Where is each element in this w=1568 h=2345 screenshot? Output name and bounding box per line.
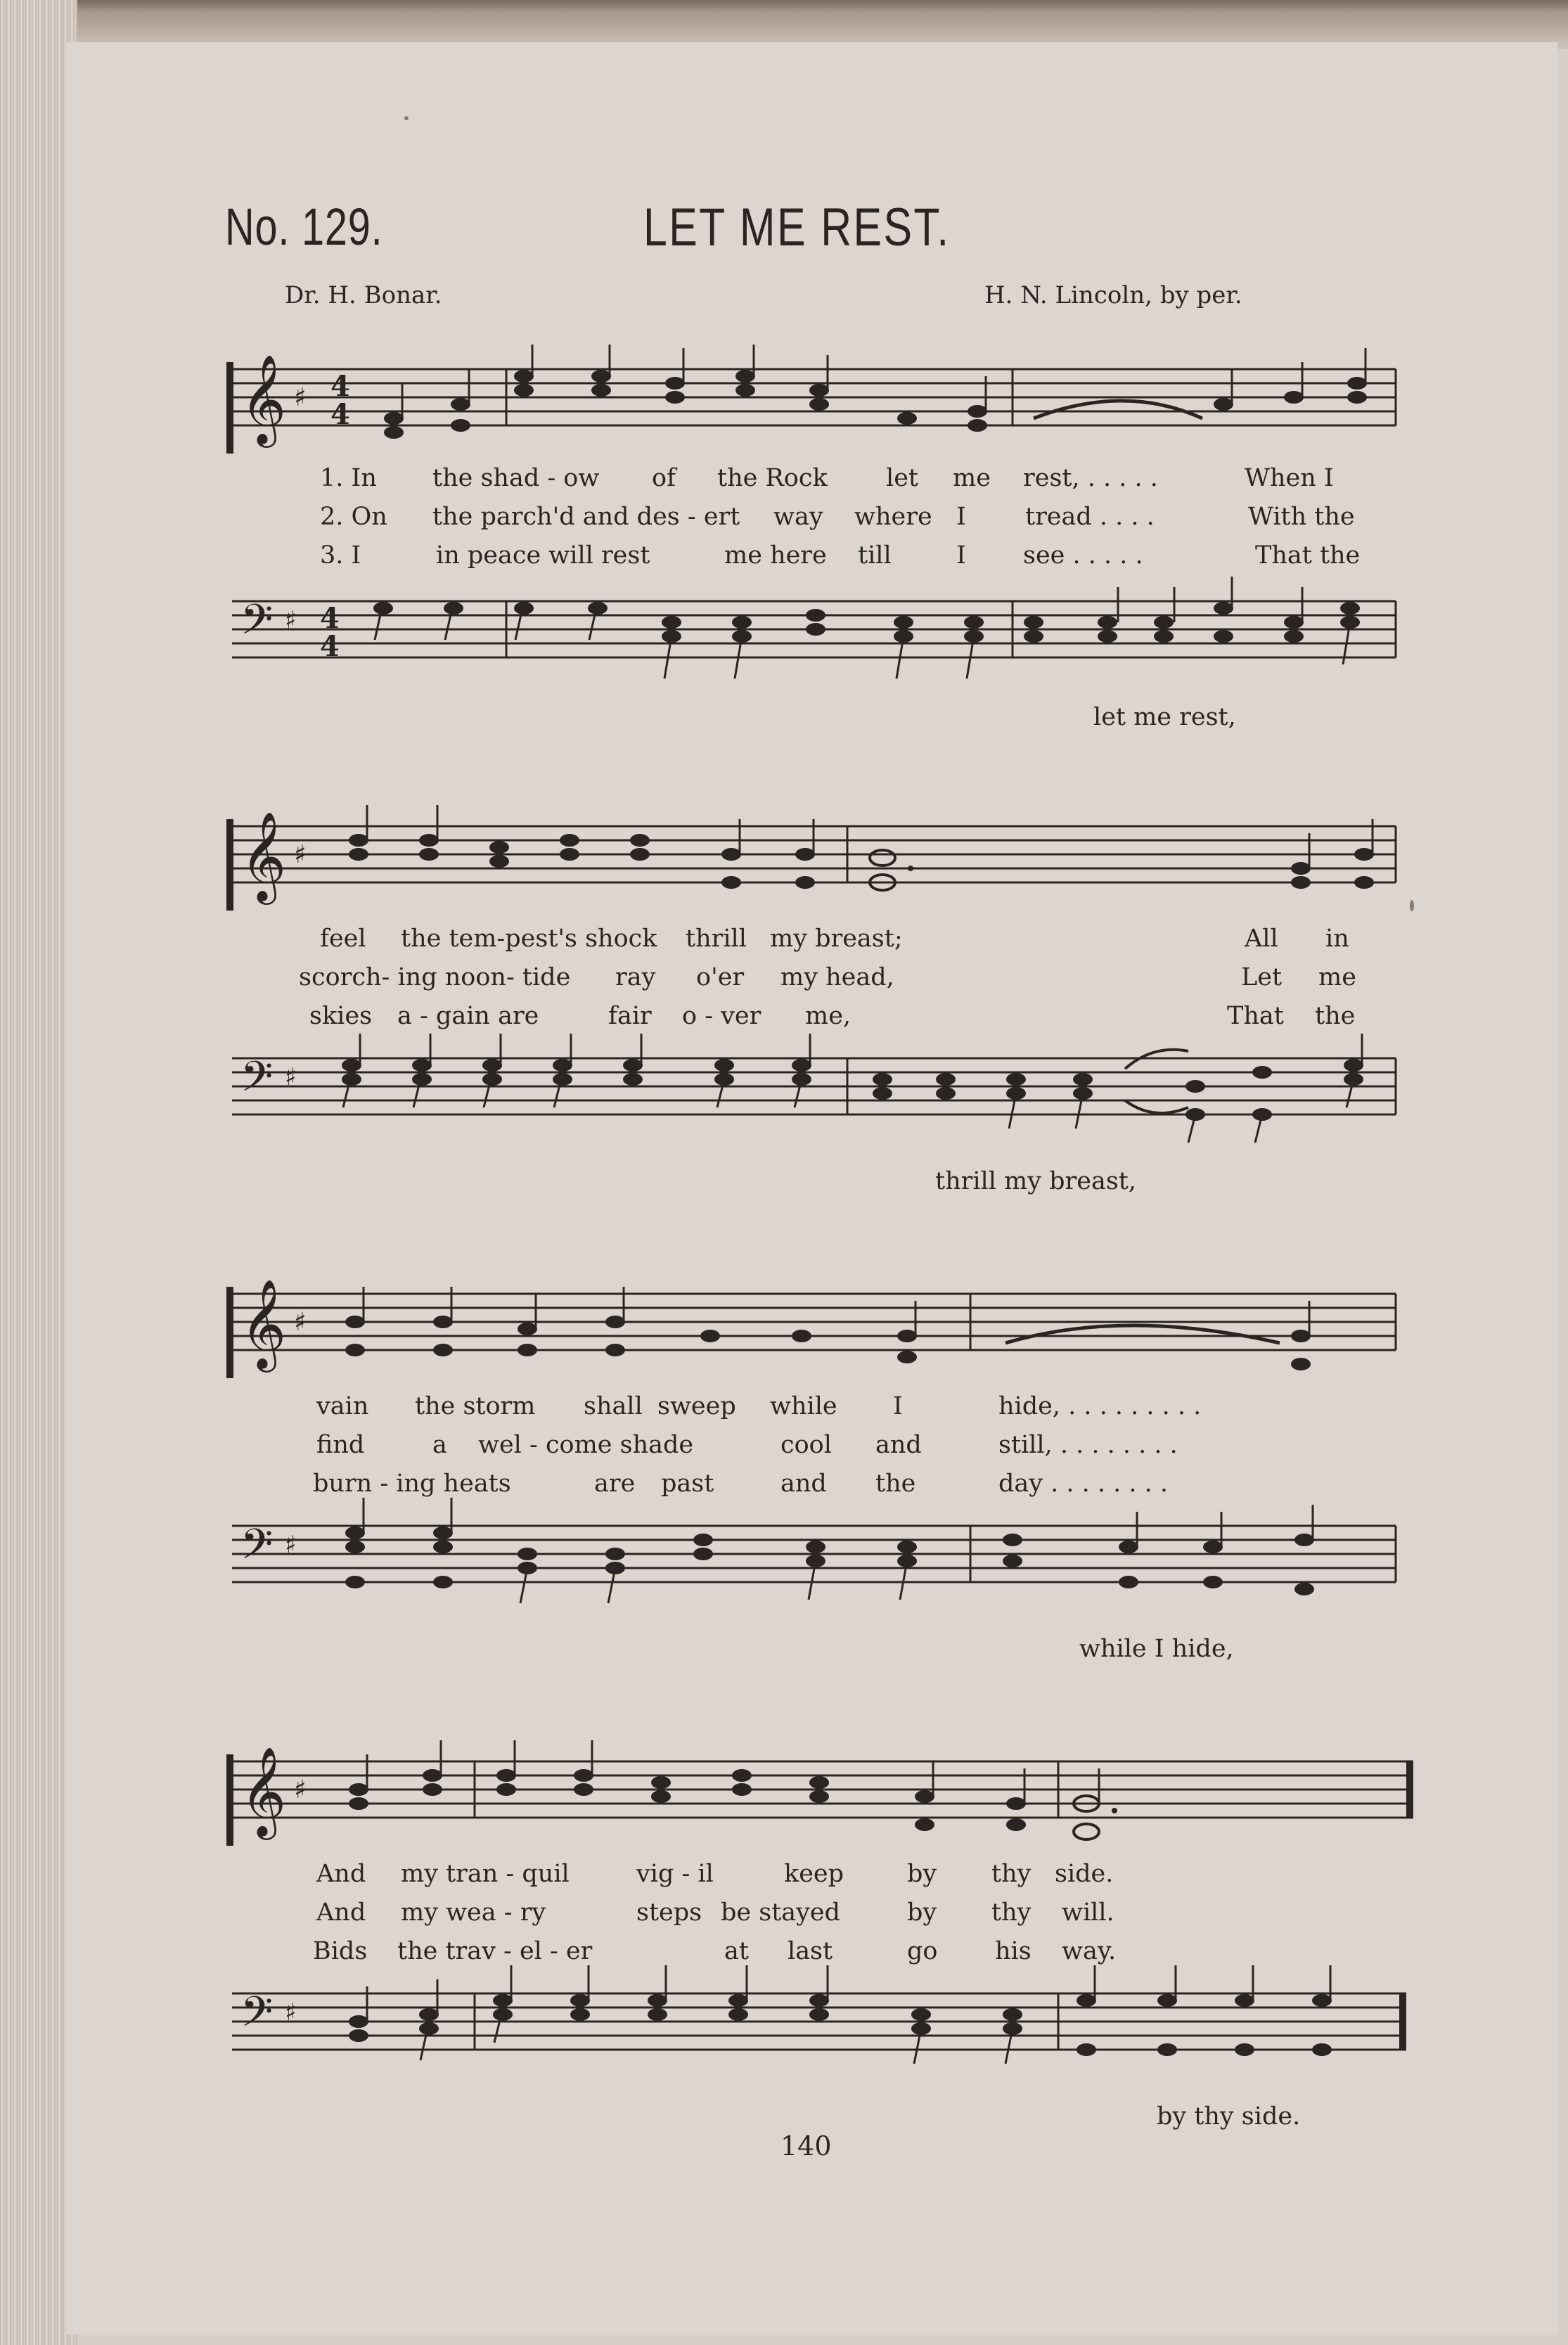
lyric-syllable: keep	[784, 1860, 844, 1888]
lyric-syllable: at	[724, 1937, 749, 1965]
lyric-syllable: 2. On	[320, 503, 387, 531]
lyric-syllable: my wea - ry	[401, 1899, 546, 1927]
bass-echo-text: thrill my breast,	[935, 1167, 1136, 1195]
lyric-syllable: in	[1325, 925, 1349, 953]
lyric-syllable: thrill	[686, 925, 747, 953]
lyric-syllable: cool	[780, 1431, 832, 1459]
lyric-syllable: be stayed	[721, 1899, 841, 1927]
bass-staff-4	[0, 1965, 1568, 2106]
lyric-syllable: while	[770, 1392, 837, 1420]
lyric-syllable: ray	[615, 963, 656, 991]
svg-text:♯: ♯	[294, 383, 307, 412]
bass-echo-text: by thy side.	[1157, 2102, 1301, 2131]
svg-text:𝄢: 𝄢	[240, 1520, 274, 1579]
lyric-syllable: the	[875, 1470, 916, 1498]
hymn-number: No. 129.	[225, 198, 383, 256]
lyric-verse-1	[0, 1860, 1568, 1895]
lyric-syllable: All	[1245, 925, 1278, 953]
lyric-syllable: are	[594, 1470, 636, 1498]
svg-text:𝄞: 𝄞	[240, 1278, 287, 1368]
svg-text:𝄞: 𝄞	[240, 811, 287, 901]
lyric-syllable: I	[956, 503, 966, 531]
lyric-syllable: me here	[724, 541, 827, 570]
lyric-verse-2	[0, 1431, 1568, 1466]
lyric-syllable: fair	[608, 1002, 652, 1030]
lyric-syllable: the tem-pest's shock	[401, 925, 657, 953]
hymn-header	[0, 155, 1568, 260]
lyric-syllable: let	[886, 464, 918, 492]
lyric-syllable: find	[316, 1431, 365, 1459]
lyric-syllable: hide, . . . . . . . . .	[998, 1392, 1202, 1420]
svg-text:4: 4	[330, 370, 350, 403]
ink-mark	[1410, 900, 1414, 911]
hymn-title: LET ME REST.	[643, 198, 951, 257]
svg-text:4: 4	[320, 630, 340, 663]
lyric-verse-2	[0, 1899, 1568, 1934]
lyric-syllable: me	[1318, 963, 1356, 991]
svg-text:𝄢: 𝄢	[240, 1052, 274, 1111]
lyric-syllable: a	[432, 1431, 447, 1459]
bass-staff-2	[0, 1030, 1568, 1171]
svg-text:♯: ♯	[285, 606, 297, 634]
lyric-syllable: me,	[805, 1002, 852, 1030]
lyric-syllable: vig - il	[636, 1860, 714, 1888]
lyric-syllable: o - ver	[682, 1002, 761, 1030]
lyric-syllable: the trav - el - er	[397, 1937, 593, 1965]
lyric-syllable: 3. I	[320, 541, 361, 570]
svg-text:♯: ♯	[285, 1531, 297, 1559]
lyric-syllable: side.	[1055, 1860, 1114, 1888]
lyric-verse-2	[0, 503, 1568, 538]
bass-echo-text: let me rest,	[1093, 703, 1236, 731]
lyric-verse-3	[0, 541, 1568, 577]
lyric-syllable: When I	[1245, 464, 1334, 492]
lyric-syllable: where	[854, 503, 932, 531]
treble-staff-1	[0, 341, 1568, 454]
lyric-syllable: the shad - ow	[432, 464, 600, 492]
lyric-syllable: rest, . . . . .	[1023, 464, 1158, 492]
treble-staff-2	[0, 798, 1568, 911]
lyric-syllable: my tran - quil	[401, 1860, 570, 1888]
lyric-syllable: go	[907, 1937, 938, 1965]
lyric-syllable: With the	[1248, 503, 1355, 531]
lyric-verse-1	[0, 464, 1568, 499]
lyric-syllable: And	[316, 1860, 366, 1888]
lyric-syllable: my head,	[780, 963, 894, 991]
lyric-syllable: wel - come shade	[478, 1431, 694, 1459]
lyric-syllable: of	[652, 464, 676, 492]
lyric-syllable: by	[907, 1860, 937, 1888]
lyric-syllable: skies	[309, 1002, 373, 1030]
lyric-verse-2	[0, 963, 1568, 998]
bass-staff-3	[0, 1498, 1568, 1638]
lyric-verse-1	[0, 1392, 1568, 1427]
svg-text:𝄞: 𝄞	[240, 1746, 287, 1836]
lyric-syllable: And	[316, 1899, 366, 1927]
lyric-syllable: the parch'd and des - ert	[432, 503, 740, 531]
lyric-syllable: thy	[991, 1860, 1032, 1888]
ink-mark	[404, 116, 409, 120]
bass-echo-text: while I hide,	[1079, 1635, 1234, 1663]
lyric-syllable: way.	[1062, 1937, 1117, 1965]
lyric-syllable: by	[907, 1899, 937, 1927]
lyric-syllable: and	[780, 1470, 827, 1498]
treble-staff-3	[0, 1266, 1568, 1378]
lyric-syllable: see . . . . .	[1023, 541, 1143, 570]
svg-text:♯: ♯	[294, 1775, 307, 1804]
lyric-syllable: day . . . . . . . .	[998, 1470, 1169, 1498]
page-number: 140	[780, 2131, 832, 2161]
lyric-syllable: That	[1227, 1002, 1284, 1030]
lyric-syllable: and	[875, 1431, 922, 1459]
lyric-syllable: a - gain are	[397, 1002, 539, 1030]
lyric-syllable: still, . . . . . . . .	[998, 1431, 1178, 1459]
lyric-syllable: Let	[1241, 963, 1283, 991]
lyric-syllable: the	[1315, 1002, 1356, 1030]
lyric-syllable: scorch- ing noon- tide	[299, 963, 571, 991]
lyric-syllable: I	[956, 541, 966, 570]
treble-staff-4	[0, 1733, 1568, 1846]
svg-text:♯: ♯	[285, 1998, 297, 2026]
lyric-syllable: last	[788, 1937, 833, 1965]
lyric-verse-1	[0, 925, 1568, 960]
lyric-syllable: Bids	[313, 1937, 368, 1965]
lyric-syllable: tread . . . .	[1025, 503, 1155, 531]
svg-text:♯: ♯	[285, 1063, 297, 1091]
lyric-syllable: me	[953, 464, 991, 492]
bass-staff-1	[0, 573, 1568, 714]
lyric-syllable: the storm	[415, 1392, 536, 1420]
lyric-syllable: steps	[636, 1899, 702, 1927]
lyric-syllable: o'er	[696, 963, 745, 991]
lyric-syllable: his	[995, 1937, 1032, 1965]
lyric-syllable: way	[773, 503, 823, 531]
svg-text:♯: ♯	[294, 840, 307, 869]
svg-text:♯: ♯	[294, 1307, 307, 1337]
lyric-syllable: feel	[320, 925, 366, 953]
lyric-syllable: my breast;	[770, 925, 903, 953]
lyricist-credit: Dr. H. Bonar.	[285, 281, 442, 309]
lyric-syllable: vain	[316, 1392, 369, 1420]
lyric-syllable: the Rock	[717, 464, 828, 492]
lyric-syllable: That the	[1255, 541, 1361, 570]
composer-credit: H. N. Lincoln, by per.	[984, 281, 1242, 309]
lyric-syllable: sweep	[657, 1392, 736, 1420]
lyric-syllable: shall	[584, 1392, 643, 1420]
hymn-credits	[0, 281, 1568, 323]
lyric-syllable: past	[661, 1470, 714, 1498]
lyric-syllable: 1. In	[320, 464, 377, 492]
svg-text:4: 4	[330, 398, 350, 431]
svg-text:𝄞: 𝄞	[240, 354, 287, 444]
lyric-syllable: thy	[991, 1899, 1032, 1927]
lyric-syllable: burn - ing heats	[313, 1470, 511, 1498]
lyric-syllable: in peace will rest	[436, 541, 650, 570]
svg-text:4: 4	[320, 602, 340, 635]
lyric-syllable: I	[893, 1392, 903, 1420]
svg-text:𝄢: 𝄢	[240, 595, 274, 654]
lyric-syllable: will.	[1062, 1899, 1114, 1927]
lyric-syllable: till	[858, 541, 892, 570]
svg-text:𝄢: 𝄢	[240, 1987, 274, 2046]
